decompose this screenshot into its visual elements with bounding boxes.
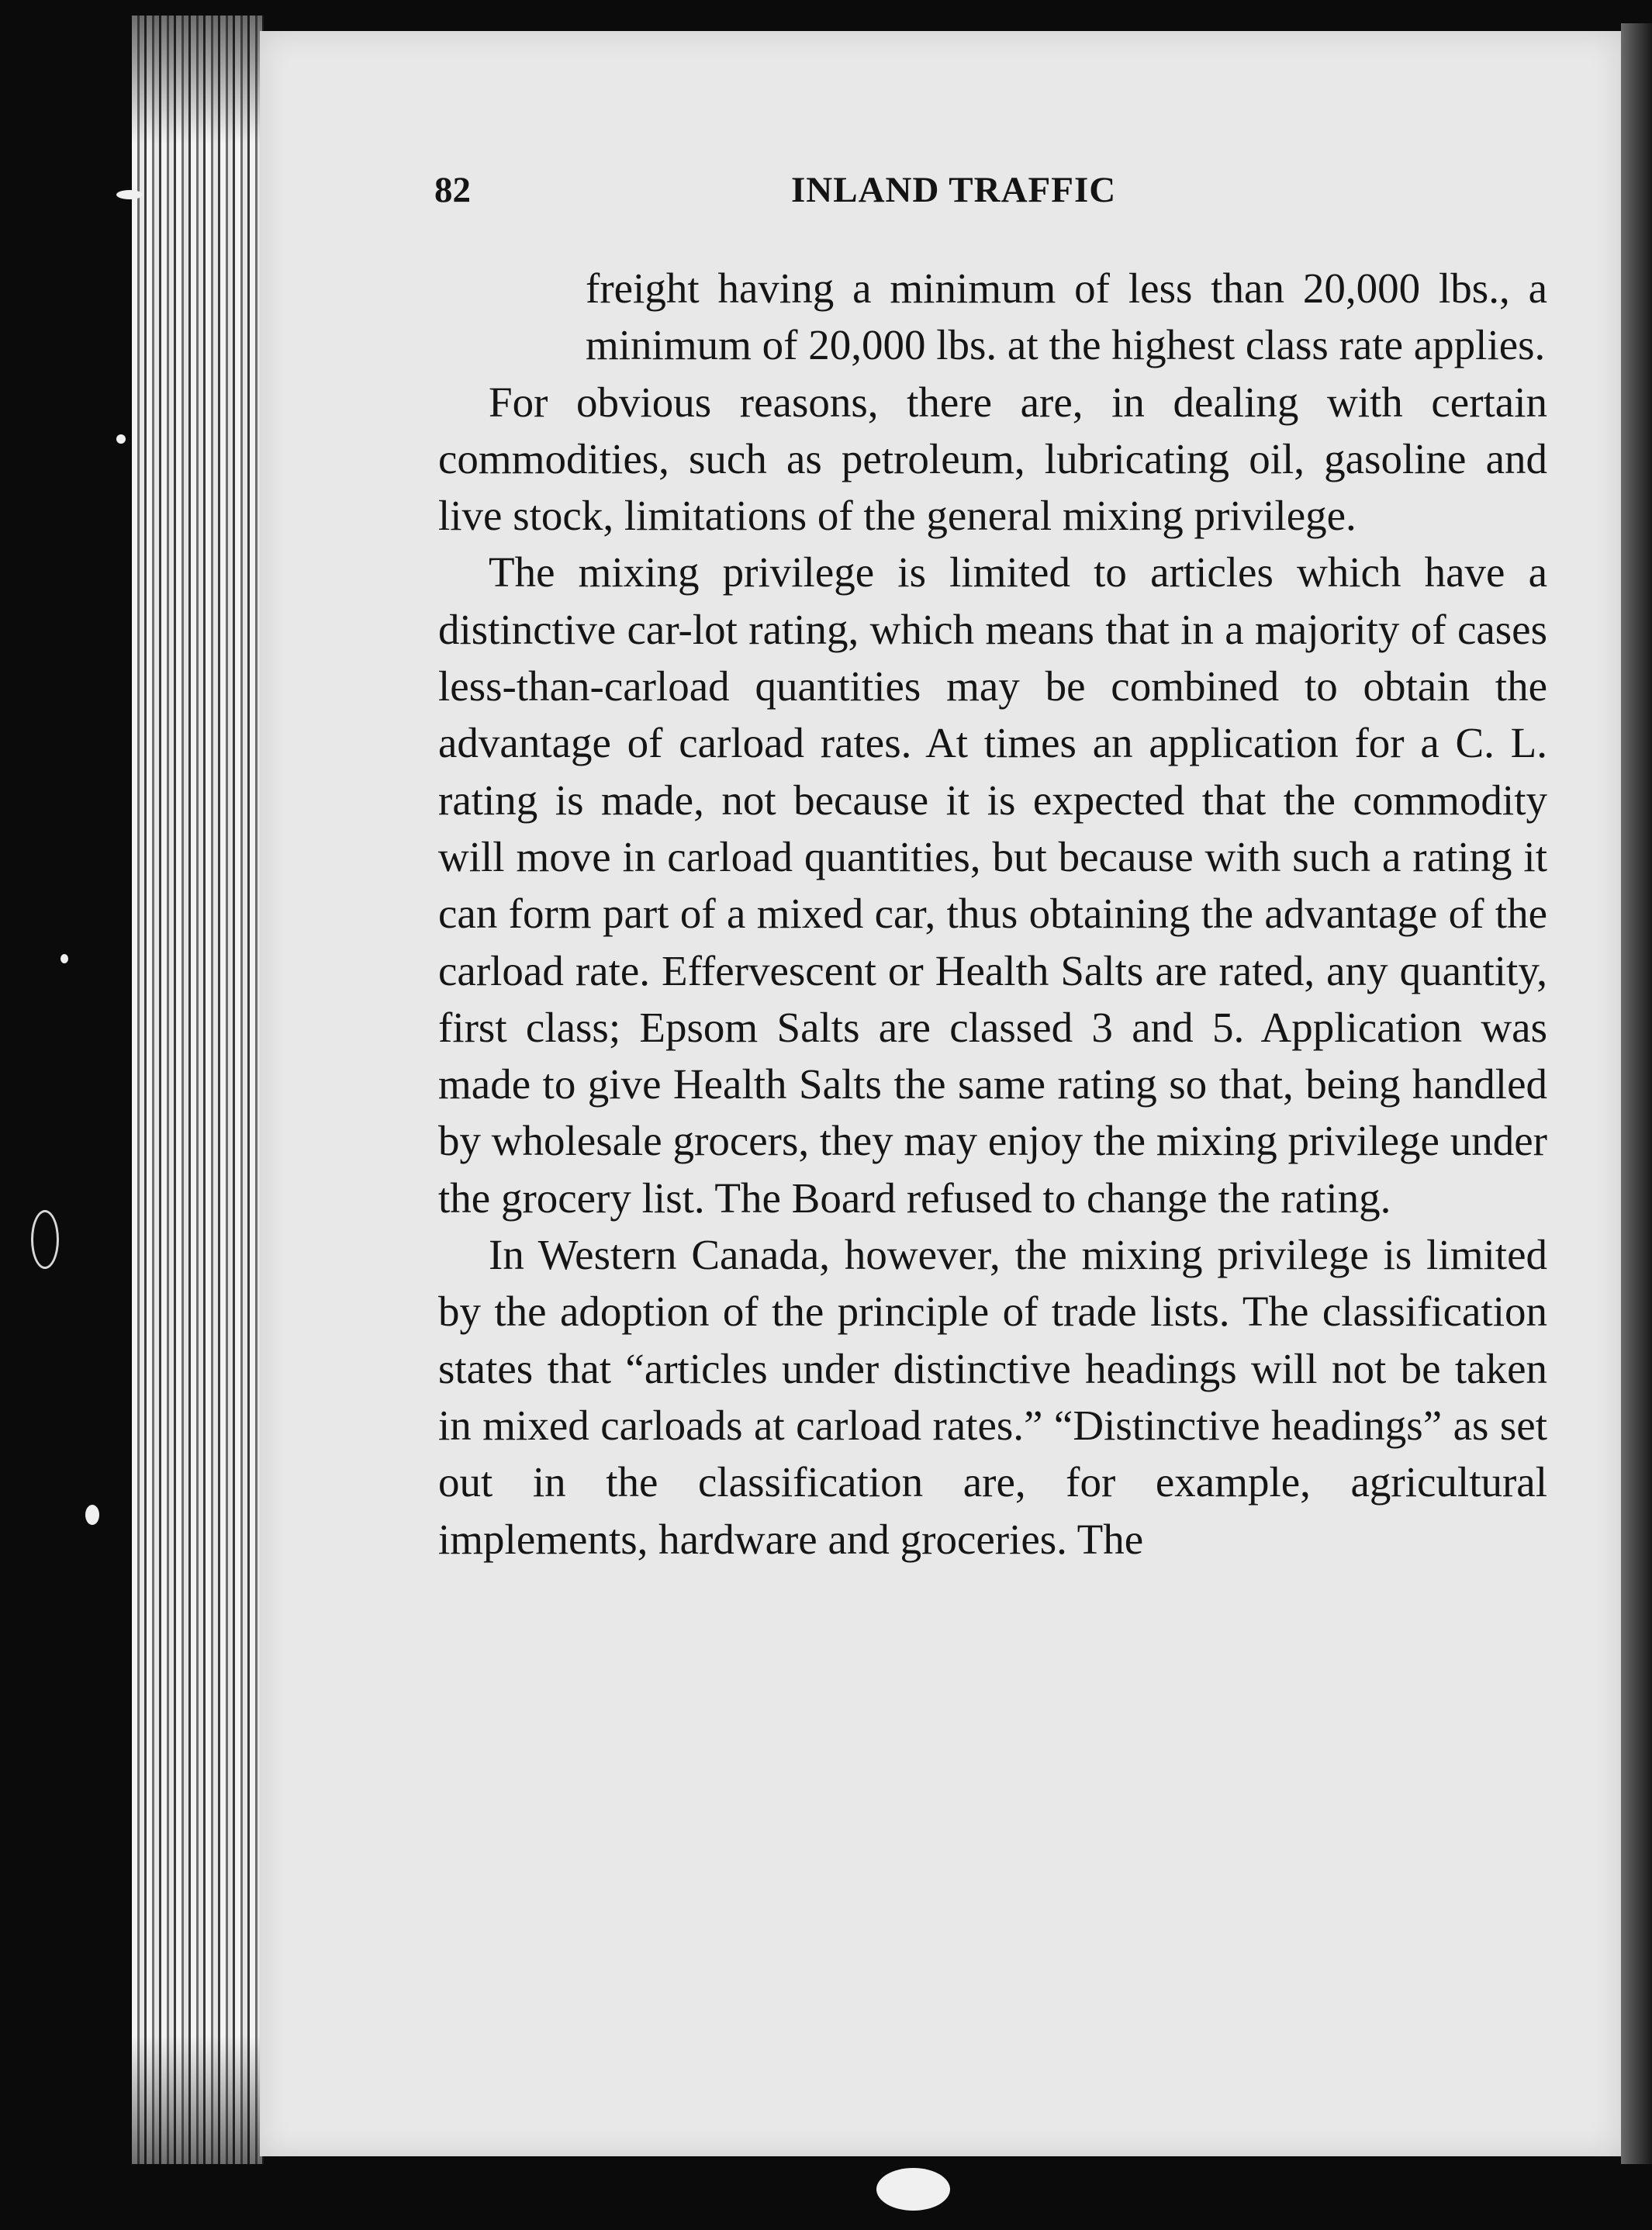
paragraph: freight having a minimum of less than 20,000 lbs., a minimum of 20,000 lbs. at the highest class rate applies. <box>586 264 1547 369</box>
scan-speck <box>60 954 68 963</box>
paragraph: In Western Canada, however, the mixing privilege is limited by the adoption of the principle of trade lists. The classification states that “articles under distinctive headings will not be taken in mixed carloads at carload rates.” “Distinctive headings” as set out in the classification are, for example, agricultural implements, hardware and groceries. The <box>438 1231 1547 1563</box>
scan-speck <box>31 1210 59 1269</box>
book-page-edges <box>132 16 264 2164</box>
scan-speck <box>116 434 126 444</box>
scan-speck <box>876 2168 950 2211</box>
page-number: 82 <box>434 170 471 210</box>
running-title: INLAND TRAFFIC <box>791 170 1117 210</box>
scan-speck <box>85 1505 99 1525</box>
paragraph: For obvious reasons, there are, in dealing with certain commodities, such as petroleum, lubricating oil, gasoline and live stock, limitations of the general mixing privilege. <box>438 378 1547 540</box>
page-shadow <box>1621 23 1652 2164</box>
paragraph: The mixing privilege is limited to articles which have a distinctive car-lot rating, which means that in a majority of cases less-than-carload quantities may be combined to obtain the advantage of carload rates. At times an application for a C. L. rating is made, not because it is expected that the commodity will move in carload quantities, but because with such a rating it can form part of a mixed car, thus obtaining the advantage of the carload rate. Effervescent or Health Salts are rated, any quantity, first class; Epsom Salts are classed 3 and 5. Application was made to give Health Salts the same rating so that, being handled by wholesale grocers, they may enjoy the mixing privilege under the grocery list. The Board refused to change the rating. <box>438 548 1547 1222</box>
body-text <box>438 260 1547 1568</box>
running-head <box>434 169 1218 216</box>
scan-speck <box>116 190 143 199</box>
